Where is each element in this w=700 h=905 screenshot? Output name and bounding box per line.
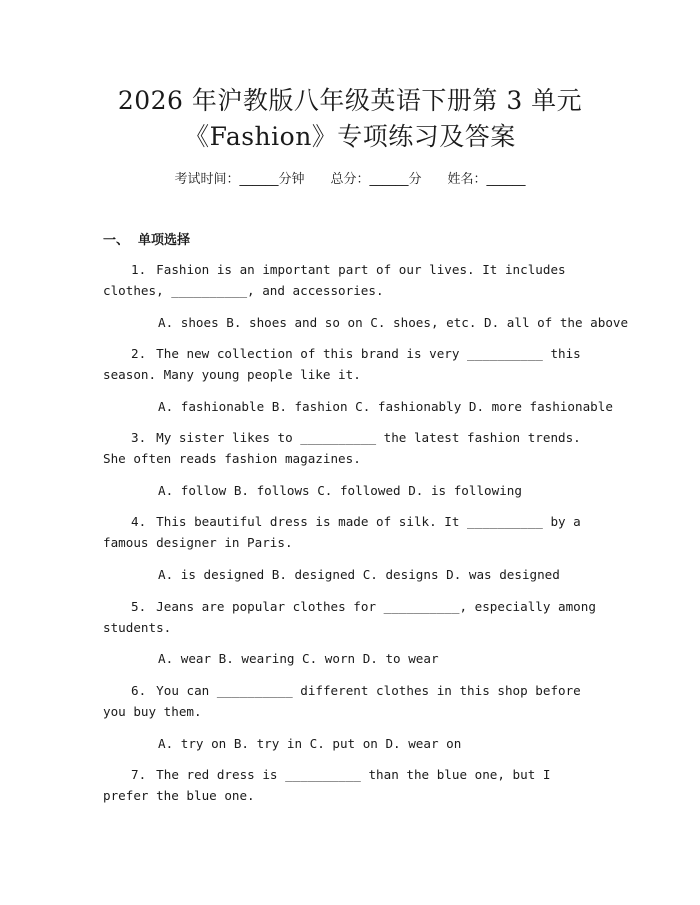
question-number: 4. [131, 514, 147, 529]
question-5-options: A. wear B. wearing C. worn D. to wear [158, 651, 439, 666]
question-4-options: A. is designed B. designed C. designs D. was designed [158, 567, 560, 582]
question-number: 5. [131, 599, 147, 614]
question-2-options: A. fashionable B. fashion C. fashionably D. more fashionable [158, 399, 613, 414]
question-text: The new collection of this brand is very __________ this season. Many young people like it. [103, 346, 581, 382]
question-6 [103, 680, 603, 722]
question-number: 2. [131, 346, 147, 361]
question-3-options: A. follow B. follows C. followed D. is following [158, 483, 522, 498]
exam-time-field: 考试时间：______分钟 [174, 172, 305, 187]
question-1-options: A. shoes B. shoes and so on C. shoes, etc. D. all of the above [158, 315, 629, 330]
section-heading: 一、 单项选择 [103, 233, 191, 248]
question-1 [103, 259, 603, 301]
exam-score-field: 总分：______分 [330, 172, 422, 187]
question-number: 3. [131, 430, 147, 445]
question-5 [103, 596, 603, 638]
question-text: Fashion is an important part of our lives. It includes clothes, __________, and accessories. [103, 262, 566, 298]
question-7 [103, 764, 603, 806]
exam-name-field: 姓名：______ [447, 172, 526, 187]
question-text: Jeans are popular clothes for __________, especially among students. [103, 599, 596, 635]
question-number: 7. [131, 767, 147, 782]
document-title-line-1: 2026 年沪教版八年级英语下册第 3 单元 [117, 86, 583, 115]
question-2 [103, 343, 603, 385]
question-number: 6. [131, 683, 147, 698]
question-text: This beautiful dress is made of silk. It __________ by a famous designer in Paris. [103, 514, 581, 550]
question-text: The red dress is __________ than the blue one, but I prefer the blue one. [103, 767, 551, 803]
question-number: 1. [131, 262, 147, 277]
question-3 [103, 427, 603, 469]
question-text: You can __________ different clothes in this shop before you buy them. [103, 683, 581, 719]
exam-info [0, 168, 700, 187]
question-6-options: A. try on B. try in C. put on D. wear on [158, 736, 462, 751]
question-4 [103, 511, 603, 553]
document-title-line-2: 《Fashion》专项练习及答案 [184, 122, 516, 151]
question-text: My sister likes to __________ the latest fashion trends. She often reads fashion magazines. [103, 430, 581, 466]
